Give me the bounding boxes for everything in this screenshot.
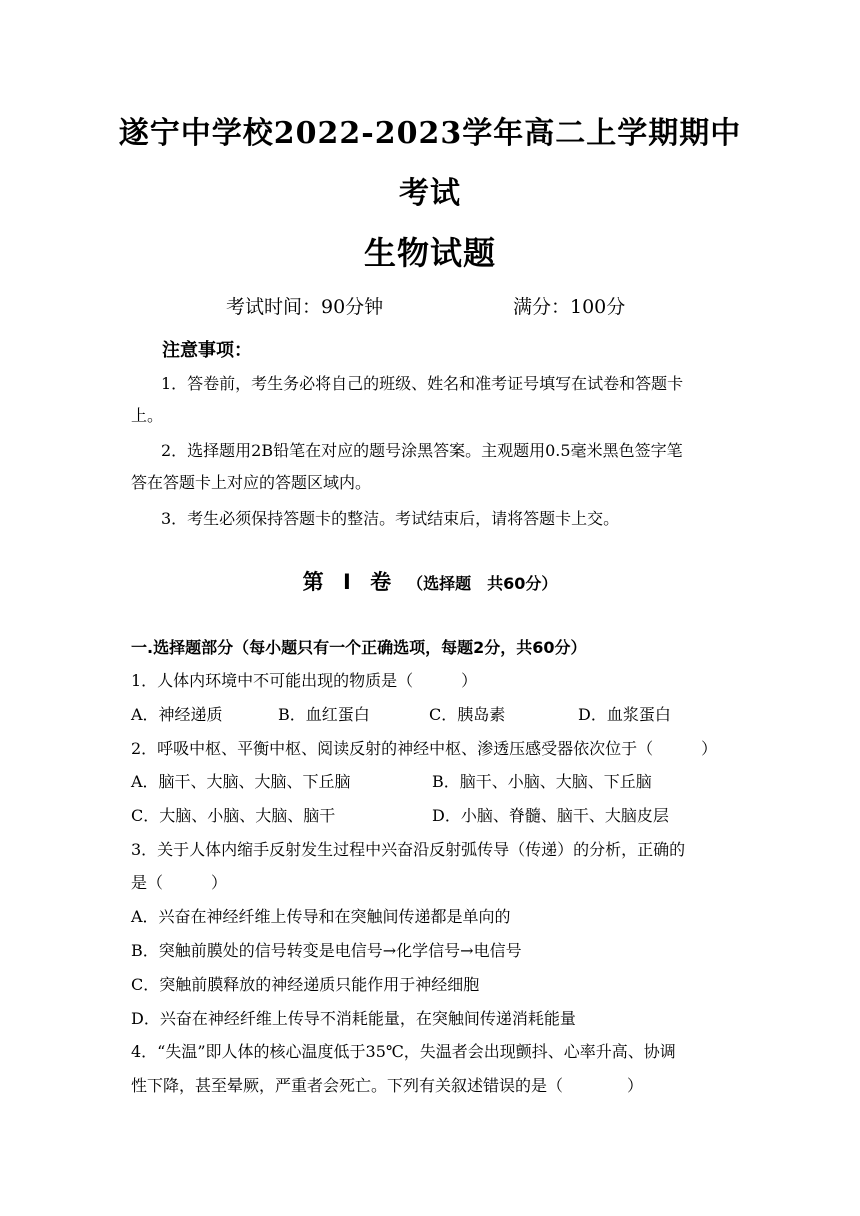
notice-item-1-cont: 上。 [131,406,164,425]
question-3-option-a: A．兴奋在神经纤维上传导和在突触间传递都是单向的 [131,907,511,926]
section-title [0,566,860,596]
question-1-stem: 1．人体内环境中不可能出现的物质是（ ） [131,671,478,690]
question-2-option-a: A．脑干、大脑、大脑、下丘脑 [131,772,351,791]
section-subtitle: （选择题 共60分） [407,574,558,593]
question-3-option-c: C．突触前膜释放的神经递质只能作用于神经细胞 [131,975,480,994]
exam-title-line2: 考试 [399,176,461,211]
question-4-stem: 4．“失温”即人体的核心温度低于35℃，失温者会出现颤抖、心率升高、协调 [131,1042,676,1061]
notice-item-1: 1．答卷前，考生务必将自己的班级、姓名和准考证号填写在试卷和答题卡 [161,374,684,393]
section-volume: 第 I 卷 [302,570,398,594]
question-3-stem-cont: 是（ ） [131,873,228,892]
notice-item-2-cont: 答在答题卡上对应的答题区域内。 [131,473,372,492]
question-3-option-d: D．兴奋在神经纤维上传导不消耗能量，在突触间传递消耗能量 [131,1009,576,1028]
part-heading: 一.选择题部分（每小题只有一个正确选项，每题2分，共60分） [131,638,587,657]
question-3-option-b: B．突触前膜处的信号转变是电信号→化学信号→电信号 [131,941,522,960]
subject-title: 生物试题 [363,234,496,272]
question-1-option-c: C．胰岛素 [429,705,506,724]
question-3-stem: 3．关于人体内缩手反射发生过程中兴奋沿反射弧传导（传递）的分析，正确的 [131,840,686,859]
exam-time: 考试时间：90分钟 [226,296,384,318]
question-2-option-b: B．脑干、小脑、大脑、下丘脑 [432,772,652,791]
notice-heading: 注意事项： [162,340,252,361]
notice-item-3: 3．考生必须保持答题卡的整洁。考试结束后，请将答题卡上交。 [161,509,620,528]
question-4-stem-cont: 性下降，甚至晕厥，严重者会死亡。下列有关叙述错误的是（ ） [131,1076,644,1095]
full-score: 满分：100分 [513,296,626,318]
question-1-option-b: B．血红蛋白 [278,705,370,724]
notice-item-2: 2．选择题用2B铅笔在对应的题号涂黑答案。主观题用0.5毫米黑色签字笔 [161,441,683,460]
question-2-option-d: D．小脑、脊髓、脑干、大脑皮层 [432,806,669,825]
exam-title-line1: 遂宁中学校2022-2023学年高二上学期期中 [118,116,742,151]
question-1-option-d: D．血浆蛋白 [578,705,671,724]
question-2-option-c: C．大脑、小脑、大脑、脑干 [131,806,336,825]
question-2-stem: 2．呼吸中枢、平衡中枢、阅读反射的神经中枢、渗透压感受器依次位于（ ） [131,739,718,758]
question-1-option-a: A．神经递质 [131,705,223,724]
